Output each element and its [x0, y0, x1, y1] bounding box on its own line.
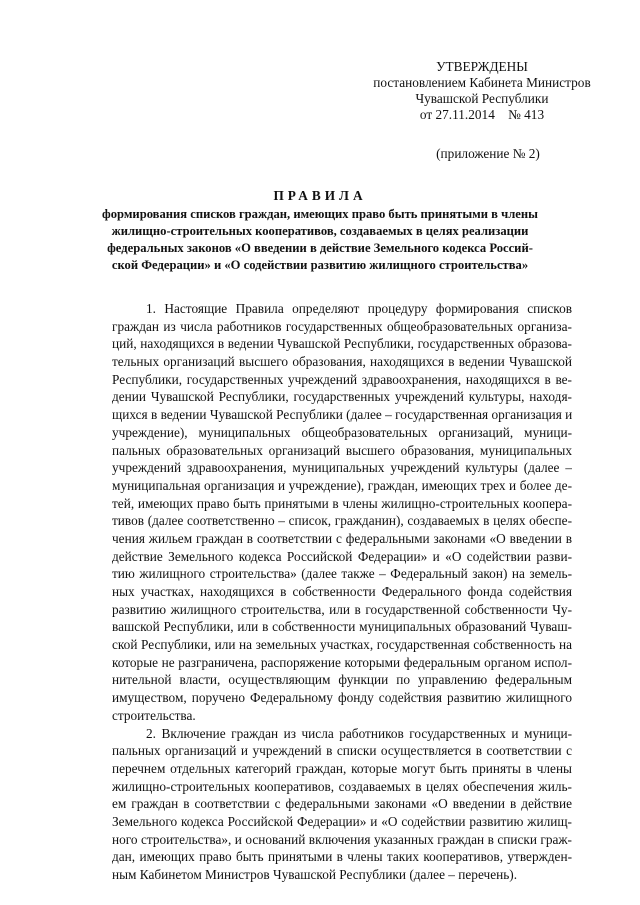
approval-block: [352, 59, 612, 123]
paragraph-line: граждан из числа работников государственных общеобразовательных организа-: [112, 318, 572, 334]
paragraph-line: дении Чувашской Республики, государственных учреждений культуры, находя-: [112, 389, 572, 405]
document-body: [112, 300, 572, 884]
paragraph-line: тей, имеющих право быть принятыми в члены жилищно-строительных коопера-: [112, 495, 572, 511]
paragraph-line: развитию жилищного строительства, или в государственной собственности Чу-: [112, 601, 572, 617]
paragraph-line: тивов (далее соответственно – список, гражданин), создаваемых в целях обеспе-: [112, 513, 572, 529]
approval-republic: Чувашской Республики: [415, 91, 549, 106]
paragraph-line: щихся в ведении Чувашской Республики (далее – государственная организация и: [112, 407, 572, 423]
paragraph-line: муниципальная организация и учреждение), граждан, имеющих трех и более де-: [112, 477, 572, 493]
paragraph-line: 2. Включение граждан из числа работников государственных и муници-: [146, 725, 572, 741]
paragraph-line: ного строительства», и оснований включения указанных граждан в списки граж-: [112, 831, 572, 847]
paragraph-line: нительной власти, осуществляющим функции по управлению федеральным: [112, 672, 572, 688]
approval-issuer: постановлением Кабинета Министров: [373, 75, 591, 90]
paragraph-line: 1. Настоящие Правила определяют процедуру формирования списков: [146, 301, 572, 316]
paragraph-2: [112, 725, 572, 884]
paragraph-line: пальных образовательных организаций высшего образования, муниципальных: [112, 442, 572, 458]
subtitle-line: ской Федерации» и «О содействии развитию жилищного строительства»: [111, 258, 529, 272]
paragraph-line: тельных организаций высшего образования, находящихся в ведении Чувашской: [112, 354, 572, 370]
document-subtitle: [100, 206, 540, 274]
appendix-note: (приложение № 2): [436, 146, 540, 161]
paragraph-line: ской Республики, или на земельных участках, государственная собственность на: [112, 637, 572, 653]
paragraph-line: Земельного кодекса Российской Федерации» и «О содействии развитию жилищ-: [112, 813, 572, 829]
paragraph-line: дан, имеющих право быть принятыми в члены таких кооперативов, утвержден-: [112, 849, 572, 865]
paragraph-line: действие Земельного кодекса Российской Федерации» и «О содействии разви-: [112, 548, 572, 564]
paragraph-line: имуществом, поручено Федеральному фонду содействия развитию жилищного: [112, 690, 572, 706]
paragraph-line: ных участках, находящихся в собственности Федерального фонда содействия: [112, 584, 572, 599]
subtitle-line: формирования списков граждан, имеющих право быть принятыми в члены: [102, 207, 538, 221]
paragraph-1: [112, 300, 572, 725]
approval-date-number: от 27.11.2014 № 413: [419, 107, 545, 122]
subtitle-line: федеральных законов «О введении в действие Земельного кодекса Россий-: [107, 241, 533, 255]
paragraph-line: ным Кабинетом Министров Чувашской Республики (далее – перечень).: [112, 867, 518, 882]
paragraph-line: пальных организаций и учреждений в списки осуществляется в соответствии с: [112, 743, 572, 759]
approval-heading: УТВЕРЖДЕНЫ: [436, 59, 528, 74]
paragraph-line: жилищно-строительных кооперативов, создаваемых в целях обеспечения жиль-: [112, 778, 572, 794]
paragraph-line: ем граждан в соответствии с федеральными законами «О введении в действие: [112, 796, 572, 812]
document-title: ПРАВИЛА: [273, 188, 367, 203]
paragraph-line: учреждение), муниципальных общеобразовательных организаций, муници-: [112, 424, 572, 440]
paragraph-line: учреждений здравоохранения, муниципальных учреждений культуры (далее –: [112, 460, 572, 476]
paragraph-line: Республики, государственных учреждений здравоохранения, находящихся в ве-: [112, 371, 572, 387]
paragraph-line: тию жилищного строительства» (далее также – Федеральный закон) на земель-: [112, 566, 572, 582]
paragraph-line: которые не разграничена, распоряжение которыми федеральным органом испол-: [112, 654, 572, 670]
paragraph-line: чения жильем граждан в соответствии с федеральными законами «О введении в: [112, 530, 572, 546]
paragraph-line: ций, находящихся в ведении Чувашской Республики, государственных образова-: [112, 336, 572, 352]
paragraph-line: вашской Республики, или в собственности муниципальных образований Чуваш-: [112, 619, 572, 635]
subtitle-line: жилищно-строительных кооперативов, создаваемых в целях реализации: [111, 224, 529, 238]
paragraph-line: строительства.: [112, 707, 196, 723]
paragraph-line: перечнем отдельных категорий граждан, которые могут быть приняты в члены: [112, 760, 572, 776]
